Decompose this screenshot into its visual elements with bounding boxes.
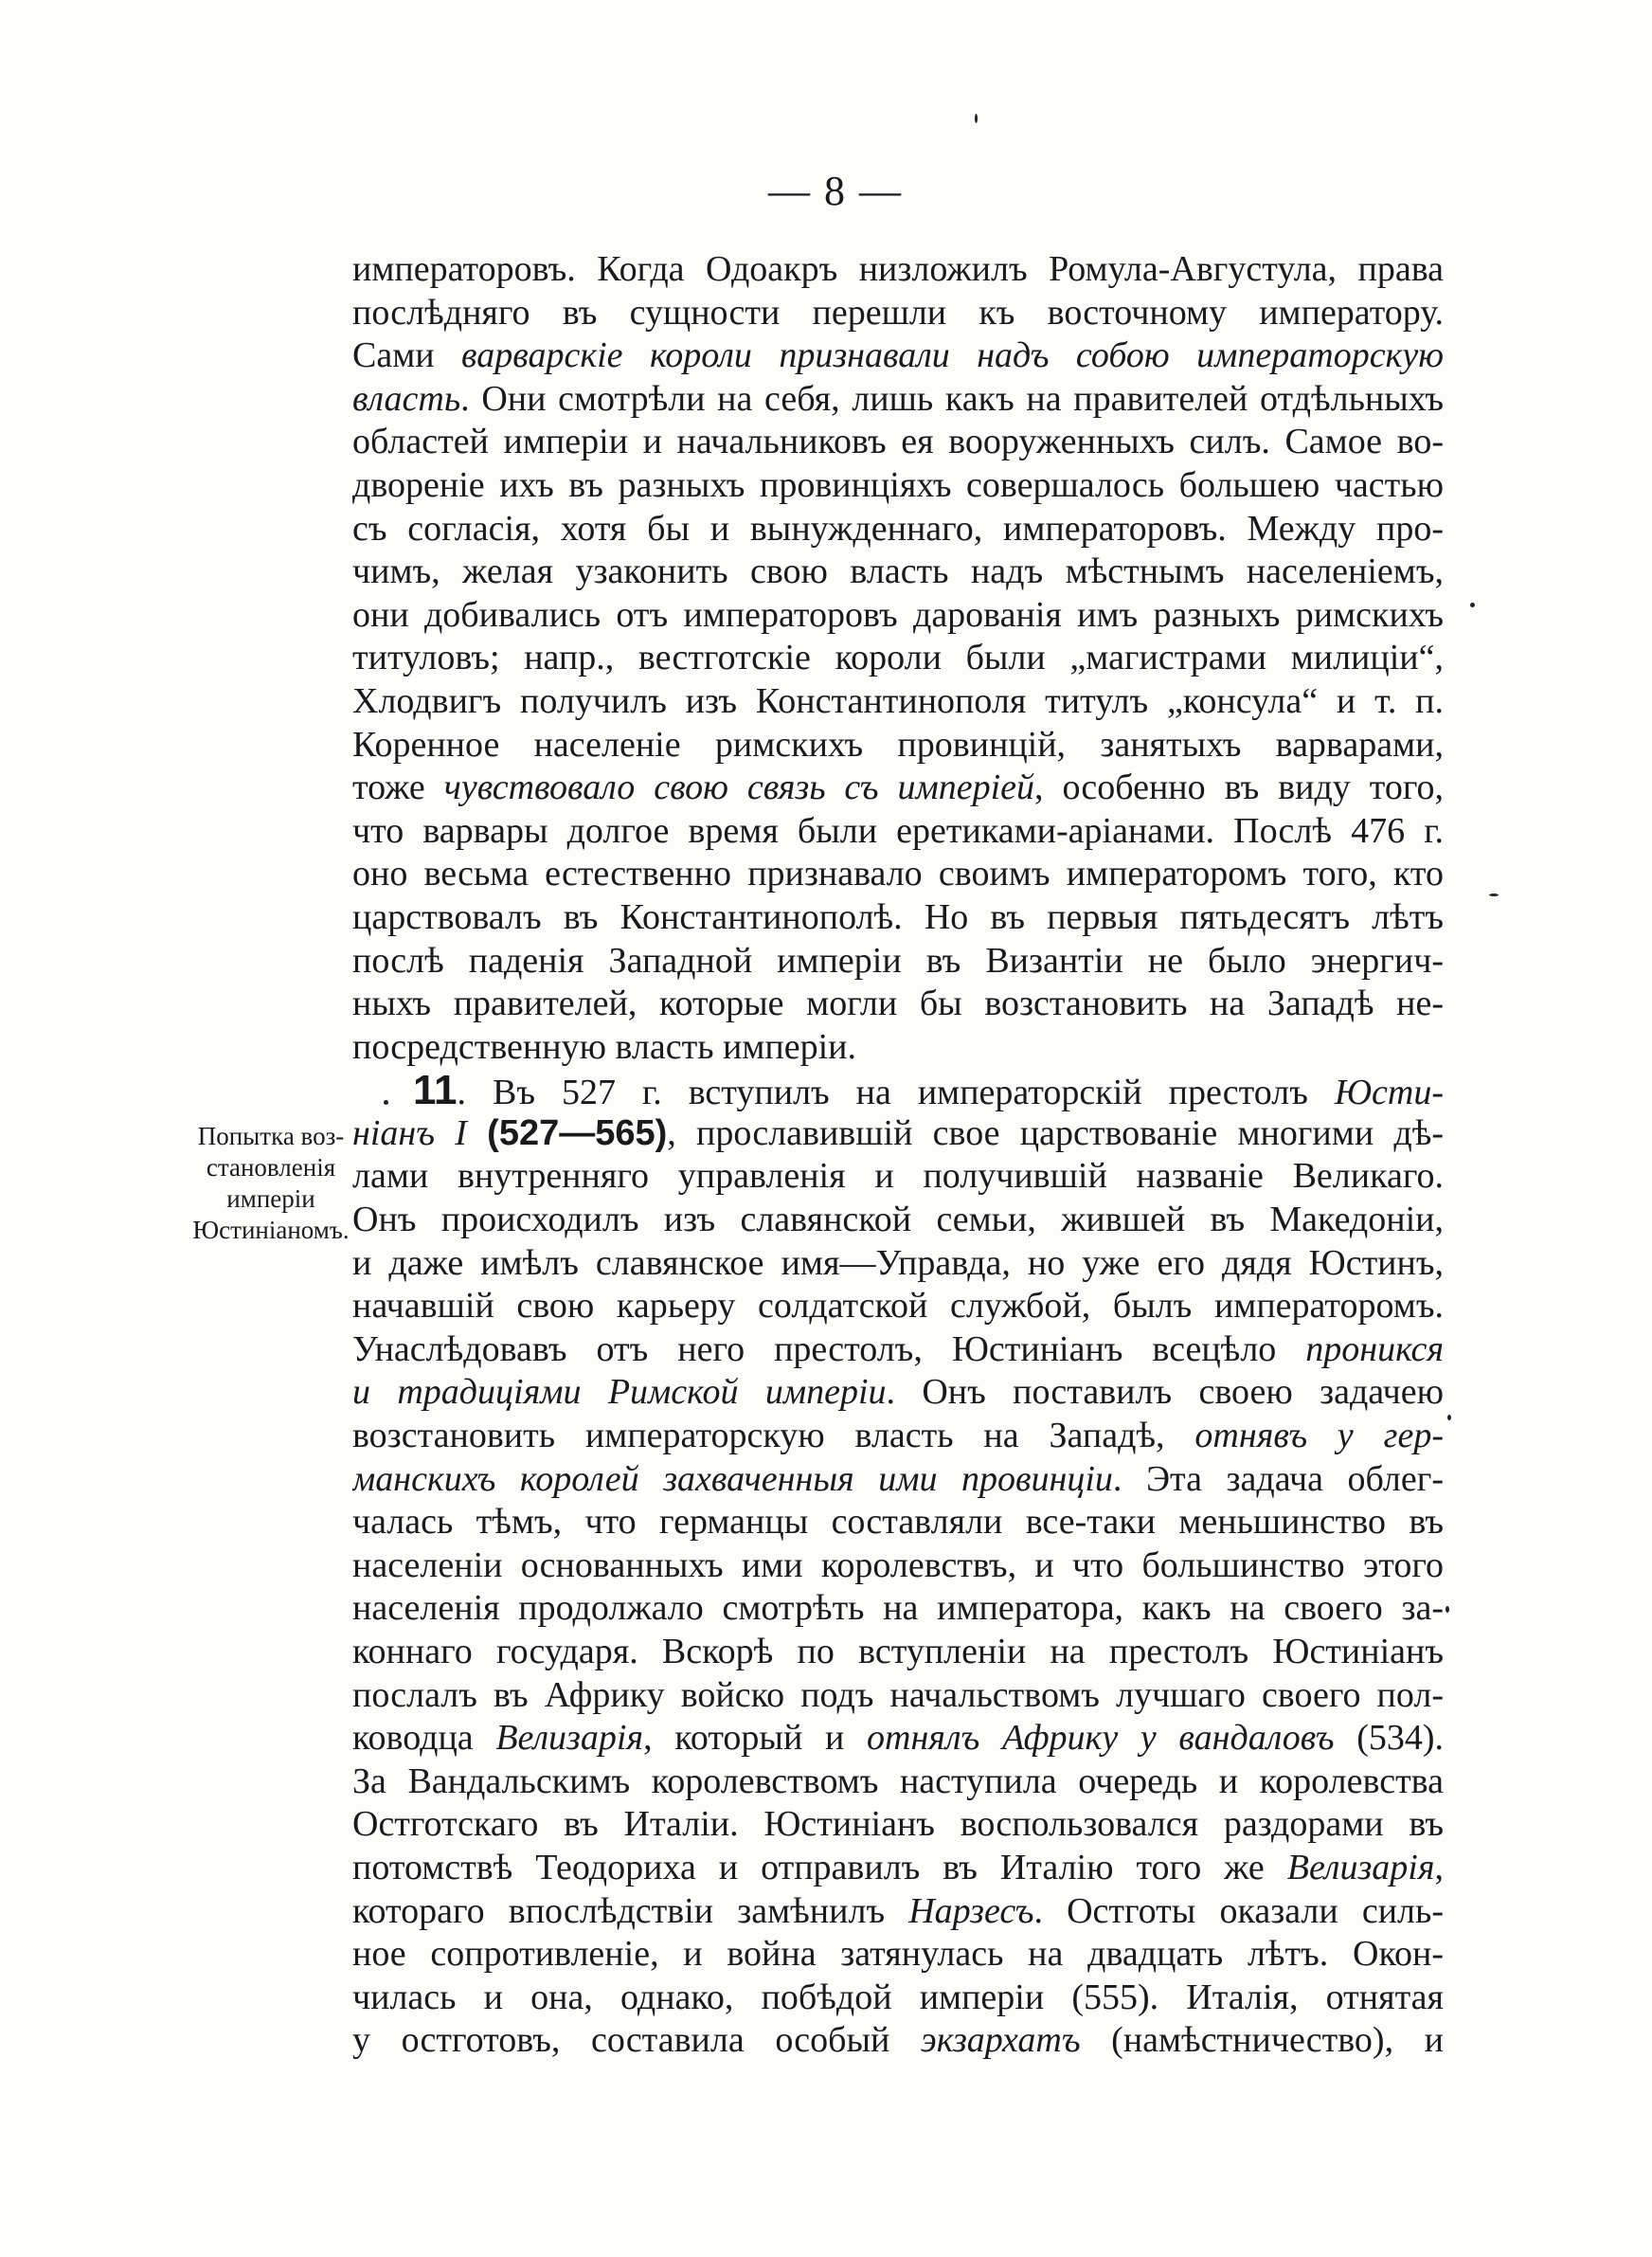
text-line bbox=[352, 594, 1444, 638]
line-text: котораго впослѣдствіи замѣнилъ bbox=[352, 1890, 909, 1931]
scan-speck bbox=[1447, 1415, 1451, 1420]
line-text: ныхъ правителей, которые могли бы возстановить на Западѣ не- bbox=[352, 984, 1444, 1024]
line-text: , bbox=[1434, 1847, 1444, 1887]
line-text: ководца bbox=[352, 1718, 496, 1759]
text-line bbox=[352, 551, 1444, 594]
text-line bbox=[352, 1155, 1444, 1199]
line-italic: проникся bbox=[1305, 1328, 1444, 1369]
scan-speck bbox=[1470, 603, 1475, 607]
line-italic: чувствовало свою связь съ имперіей bbox=[443, 767, 1035, 808]
line-text: . Остготы оказали силь- bbox=[1033, 1890, 1444, 1931]
line-text: что варвары долгое время были еретиками-аріанами. Послѣ 476 г. bbox=[352, 810, 1444, 851]
text-line bbox=[352, 1717, 1444, 1760]
text-line bbox=[352, 853, 1444, 896]
line-italic: Юсти- bbox=[1334, 1073, 1444, 1112]
text-line bbox=[352, 508, 1444, 551]
line-text: двореніе ихъ въ разныхъ провинціяхъ совершалось большею частью bbox=[352, 464, 1444, 505]
line-text: съ согласія, хотя бы и вынужденнаго, императоровъ. Между про- bbox=[352, 508, 1444, 549]
text-line bbox=[352, 1933, 1444, 1977]
line-text: чимъ, желая узаконить свою власть надъ мѣстнымъ населеніемъ, bbox=[352, 551, 1444, 592]
text-line bbox=[352, 1501, 1444, 1544]
line-text: , прославившій свое царствованіе многими дѣ- bbox=[667, 1112, 1444, 1153]
line-italic: варварскіе короли признавали надъ собою императорскую bbox=[461, 335, 1444, 376]
line-text: чилась и она, однако, побѣдой имперіи (555). Италія, отнятая bbox=[352, 1977, 1444, 2017]
line-text: послѣдняго въ сущности перешли къ восточному императору. bbox=[352, 292, 1444, 333]
text-line bbox=[352, 421, 1444, 464]
line-text: императоровъ. Когда Одоакръ низложилъ Ромула-Августула, права bbox=[352, 249, 1444, 289]
text-line bbox=[352, 1328, 1444, 1372]
line-text: населеніи основанныхъ ими королевствъ, и что большинство этого bbox=[352, 1544, 1444, 1585]
line-text: . Эта задача облег- bbox=[1112, 1458, 1444, 1499]
paragraph-1 bbox=[352, 248, 1444, 1069]
margin-note-line: Попытка воз- bbox=[197, 1122, 345, 1150]
text-line bbox=[352, 1587, 1444, 1631]
line-text: оно весьма естественно признавало своимъ императоромъ того, кто bbox=[352, 854, 1444, 894]
text-line bbox=[352, 1199, 1444, 1242]
line-text: они добивались отъ императоровъ дарованія имъ разныхъ римскихъ bbox=[352, 594, 1444, 635]
line-text: лами внутренняго управленія и получившій названіе Великаго. bbox=[352, 1156, 1444, 1197]
line-text: потомствѣ Теодориха и отправилъ въ Италію того же bbox=[352, 1847, 1287, 1887]
text-line bbox=[352, 940, 1444, 984]
margin-note-line: имперіи bbox=[226, 1184, 315, 1213]
text-line bbox=[352, 1069, 1444, 1112]
line-text: ное сопротивленіе, и война затянулась на двадцать лѣтъ. Окон- bbox=[352, 1934, 1444, 1975]
line-text: титуловъ; напр., вестготскіе короли были „магистрами милиціи“, bbox=[352, 638, 1444, 678]
text-line bbox=[352, 810, 1444, 854]
section-number: 11 bbox=[413, 1069, 458, 1112]
text-line bbox=[352, 1242, 1444, 1286]
reign-dates: (527—565) bbox=[487, 1112, 668, 1153]
line-text: возстановить императорскую власть на Западѣ, bbox=[352, 1416, 1195, 1456]
line-italic: и традиціями Римской имперіи bbox=[352, 1372, 887, 1413]
line-text: Остготскаго въ Италіи. Юстиніанъ воспользовался раздорами въ bbox=[352, 1804, 1444, 1845]
paragraph-2 bbox=[352, 1069, 1444, 2063]
line-text: Коренное населеніе римскихъ провинцій, занятыхъ варварами, bbox=[352, 724, 1444, 765]
text-line bbox=[352, 983, 1444, 1026]
line-text: посредственную власть имперіи. bbox=[352, 1026, 857, 1067]
scan-speck bbox=[1489, 894, 1499, 896]
line-text: (намѣстничество), и bbox=[1080, 2020, 1444, 2061]
line-text: Сами bbox=[352, 335, 462, 376]
page-number: — 8 — bbox=[768, 168, 903, 214]
line-italic: Нарзесъ bbox=[908, 1890, 1034, 1931]
line-text: царствовалъ въ Константинополѣ. Но въ первыя пятьдесятъ лѣтъ bbox=[352, 896, 1444, 937]
text-line bbox=[352, 1890, 1444, 1934]
line-text: Унаслѣдовавъ отъ него престолъ, Юстиніанъ всецѣло bbox=[352, 1328, 1306, 1369]
text-line bbox=[352, 1544, 1444, 1588]
line-text: . Онъ поставилъ своею задачею bbox=[886, 1372, 1444, 1413]
text-line bbox=[352, 464, 1444, 508]
line-text: Онъ происходилъ изъ славянской семьи, жившей въ Македоніи, bbox=[352, 1200, 1444, 1240]
text-line bbox=[352, 1458, 1444, 1502]
line-italic: манскихъ королей захваченныя ими провинціи bbox=[352, 1458, 1113, 1499]
line-text: у остготовъ, составила особый bbox=[352, 2020, 921, 2061]
scan-speck bbox=[975, 114, 978, 123]
line-text: чалась тѣмъ, что германцы составляли все-таки меньшинство въ bbox=[352, 1502, 1444, 1543]
line-text: и даже имѣлъ славянское имя—Управда, но уже его дядя Юстинъ, bbox=[352, 1242, 1444, 1283]
text-line bbox=[352, 1803, 1444, 1847]
text-line bbox=[352, 1371, 1444, 1415]
text-line bbox=[352, 1285, 1444, 1328]
text-line bbox=[352, 378, 1444, 422]
line-italic: отнялъ Африку у вандаловъ bbox=[867, 1718, 1335, 1759]
line-text: (534). bbox=[1334, 1718, 1444, 1759]
text-line bbox=[352, 292, 1444, 335]
line-italic: экзархатъ bbox=[920, 2020, 1081, 2061]
line-italic: Велизарія bbox=[1286, 1847, 1435, 1887]
text-line bbox=[352, 767, 1444, 810]
line-text: Хлодвигъ получилъ изъ Константинополя титулъ „консула“ и т. п. bbox=[352, 680, 1444, 721]
scan-speck bbox=[1446, 1606, 1449, 1613]
text-line bbox=[352, 1026, 1444, 1070]
text-line bbox=[352, 1977, 1444, 2020]
text-line bbox=[352, 334, 1444, 378]
margin-note-line: становленія bbox=[206, 1153, 336, 1182]
scan-speck bbox=[384, 1100, 388, 1105]
body-text bbox=[352, 248, 1444, 2063]
line-text: . Въ 527 г. вступилъ на императорскій престолъ bbox=[457, 1073, 1335, 1112]
line-text: начавшій свою карьеру солдатской службой, былъ императоромъ. bbox=[352, 1286, 1444, 1327]
paragraph-2-lines bbox=[352, 1155, 1444, 2062]
line-text: , который и bbox=[643, 1718, 867, 1759]
line-text: послалъ въ Африку войско подъ начальствомъ лучшаго своего пол- bbox=[352, 1674, 1444, 1715]
text-line bbox=[352, 1674, 1444, 1718]
line-italic: ніанъ I bbox=[352, 1112, 467, 1153]
text-line bbox=[352, 1112, 1444, 1156]
text-line bbox=[352, 248, 1444, 292]
text-line bbox=[352, 896, 1444, 940]
line-text: коннаго государя. Вскорѣ по вступленіи на престолъ Юстиніанъ bbox=[352, 1632, 1444, 1671]
text-line bbox=[352, 1631, 1444, 1674]
text-line bbox=[352, 680, 1444, 724]
text-line bbox=[352, 637, 1444, 680]
text-line bbox=[352, 1847, 1444, 1890]
line-text: , особенно въ виду того, bbox=[1034, 767, 1444, 808]
line-text: . Они смотрѣли на себя, лишь какъ на правителей отдѣльныхъ bbox=[460, 378, 1444, 419]
text-line bbox=[352, 724, 1444, 767]
line-text: послѣ паденія Западной имперіи въ Византіи не было энергич- bbox=[352, 940, 1444, 981]
line-italic: власть bbox=[352, 378, 461, 419]
text-line bbox=[352, 2019, 1444, 2063]
line-italic: Велизарія bbox=[495, 1718, 644, 1759]
text-line bbox=[352, 1760, 1444, 1804]
margin-note-line: Юстиніаномъ. bbox=[192, 1216, 350, 1244]
line-text: тоже bbox=[352, 767, 444, 808]
line-text: За Вандальскимъ королевствомъ наступила очередь и королевства bbox=[352, 1760, 1444, 1801]
line-text: областей имперіи и начальниковъ ея вооруженныхъ силъ. Самое во- bbox=[352, 422, 1444, 462]
line-italic: отнявъ у гер- bbox=[1194, 1416, 1444, 1456]
line-text: населенія продолжало смотрѣть на императора, какъ на своего за- bbox=[352, 1588, 1444, 1629]
margin-note bbox=[176, 1121, 366, 1246]
text-line bbox=[352, 1415, 1444, 1458]
